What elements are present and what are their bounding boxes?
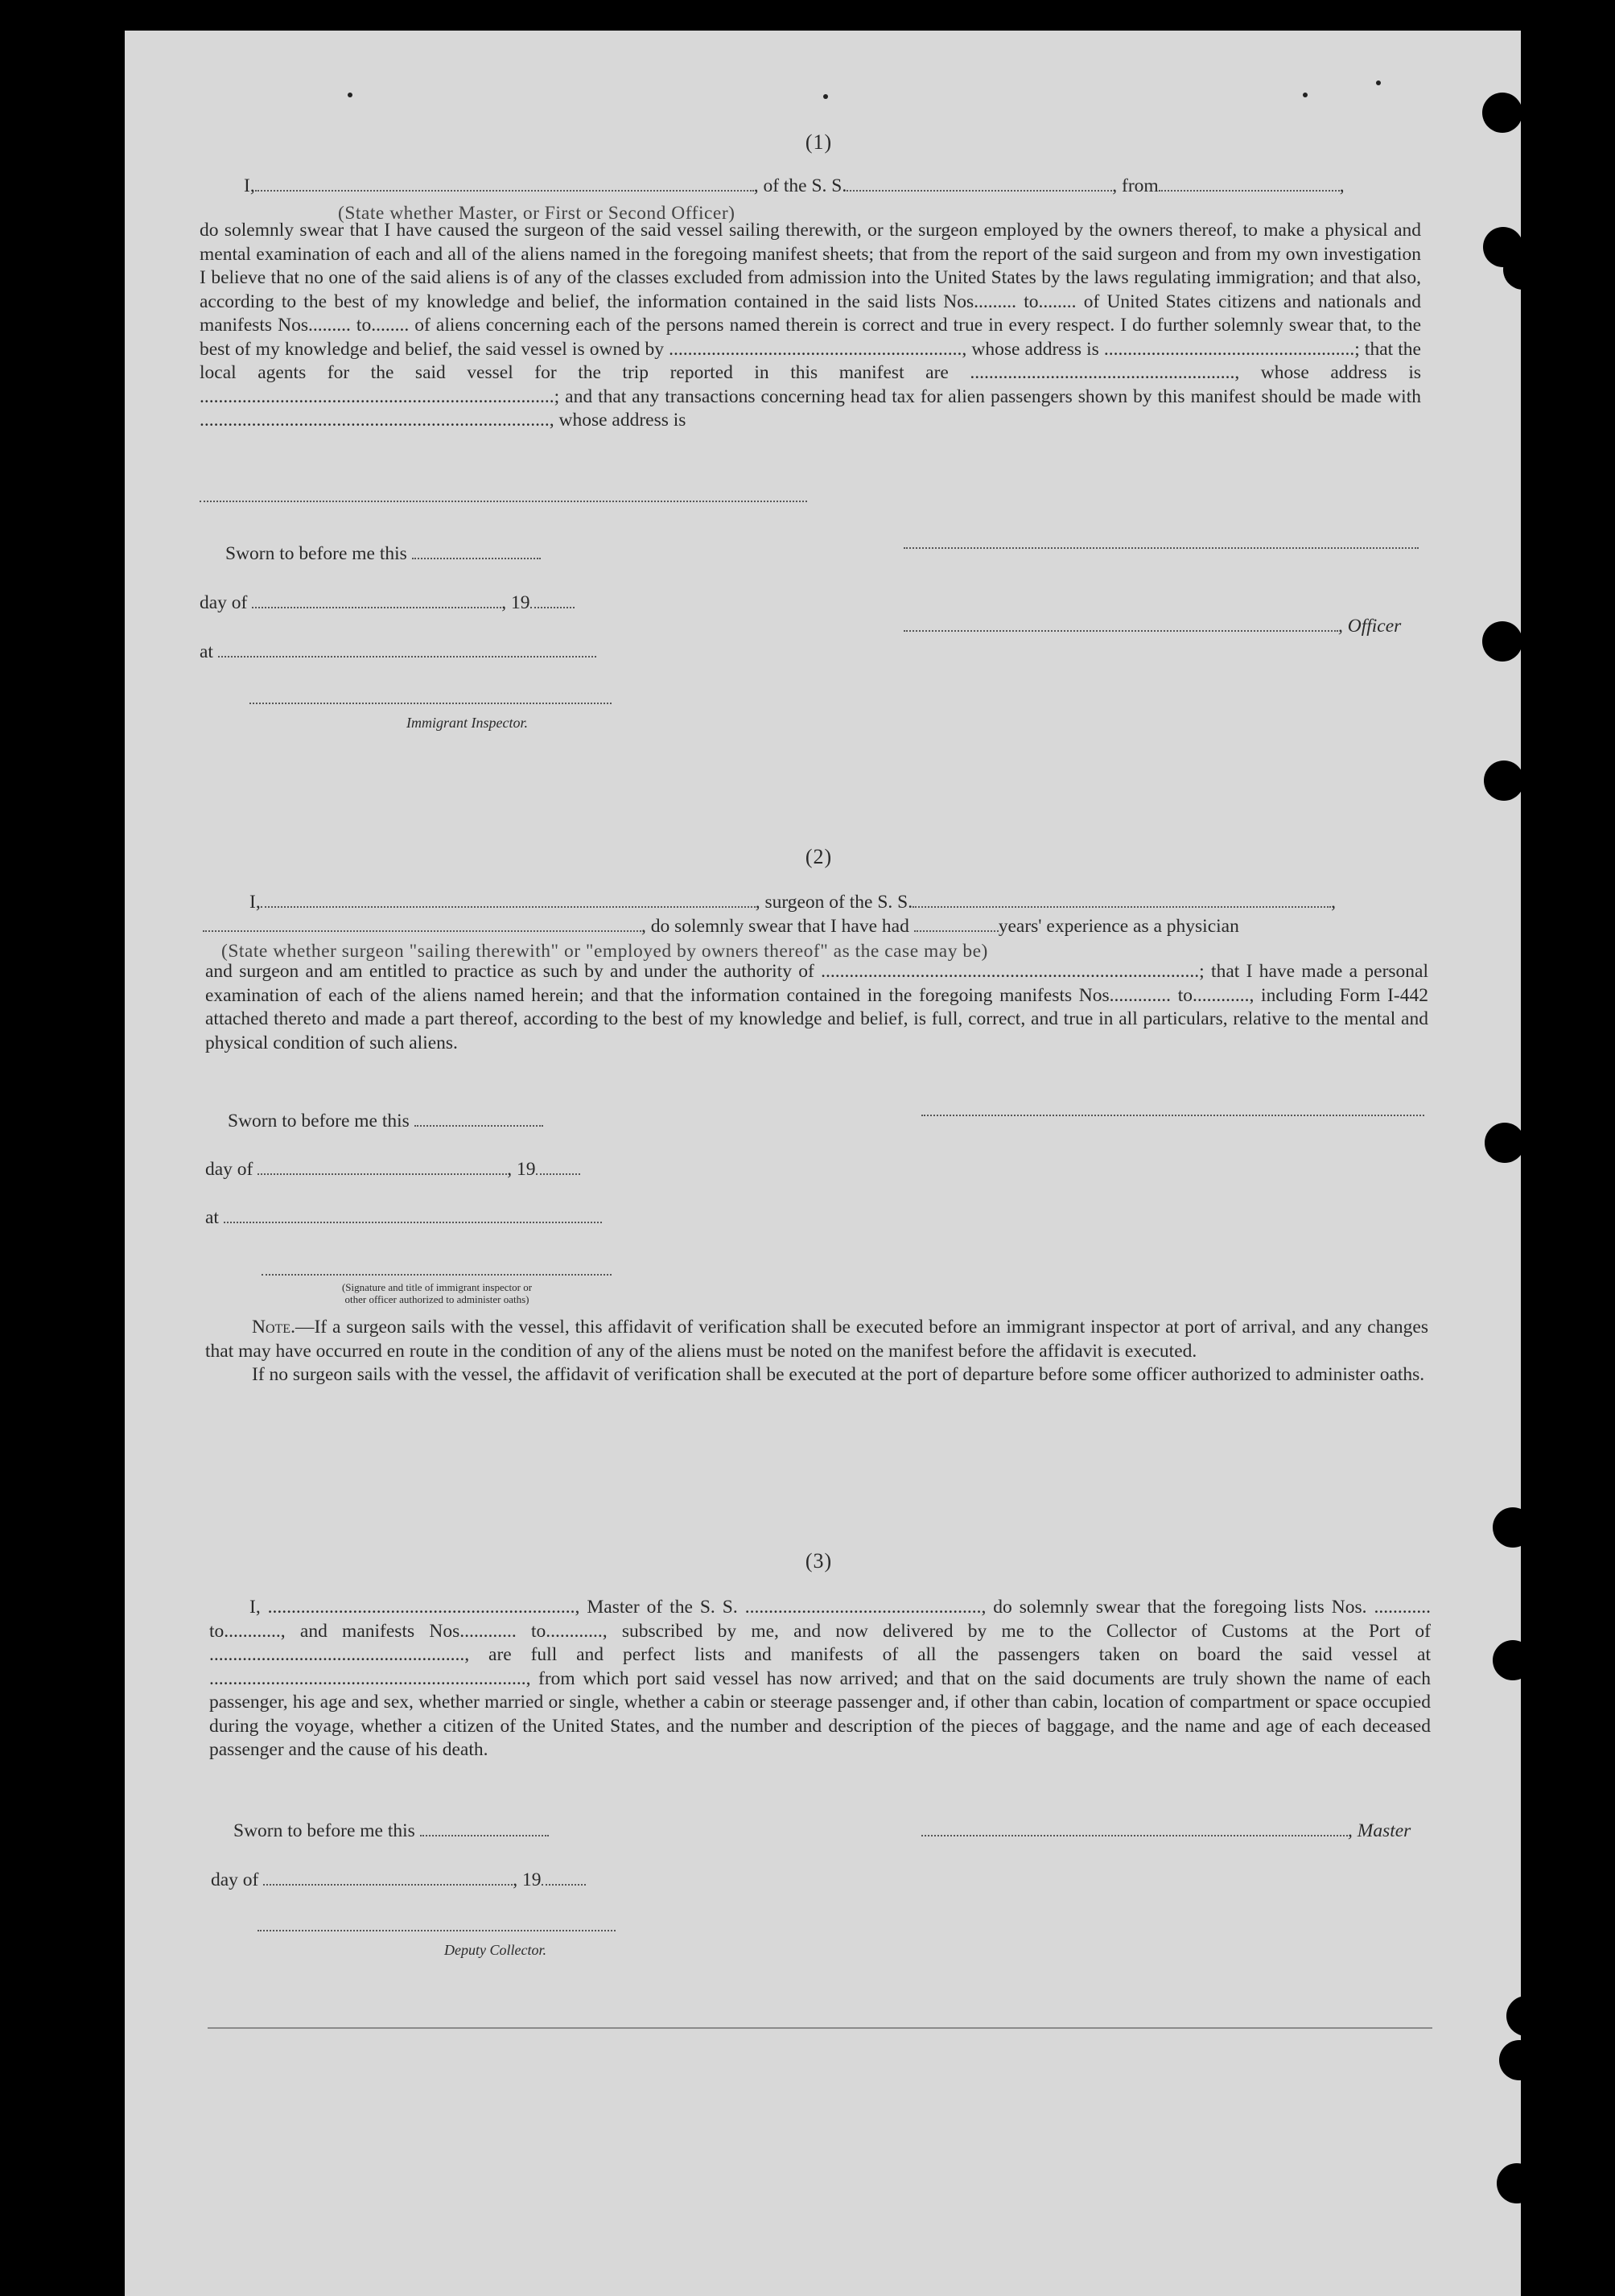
section-1-body-text: do solemnly swear that I have caused the surgeon of the said vessel sailing therewith, or the surgeon employed by the owners thereof, to make a physical and mental examination of each and all of the aliens named in the foregoing manifest sheets; that from the report of the said surgeon and from my own investigation I believe that no one of the said aliens is of any of the classes excluded from admission into the United States by the laws regulating immigration; and that also, according to the best of my knowledge and belief, the information contained in the said lists Nos......... to........ of United States citizens and nationals and manifests Nos......... to........ of aliens concerning each of the persons named therein is correct and true in every respect. I do further solemnly swear that, to the best of my knowledge and belief, the said vessel is owned by .............................................................., whose address is .....................................................; that the local agents for the said vessel for the trip reported in this manifest are ........................................................, whose address is ...........................................................................; and that any transactions concerning head tax for alien passengers shown by this manifest should be made with .........................................................................., whose address is [200,220,1421,431]
section-3-body-text: I, ................................................................., Master of the S. S. .................................................., do solemnly swear that the foregoing lists Nos. ............ to............, and manifests Nos............ to............, subscribed by me, and now delivered by me to the Collector of Customs at the Port of ......................................................, are full and perfect lists and manifests of all the passengers taken on board the said vessel at ..................................................................., from which port said vessel has now arrived; and that on the said documents are truly shown the name of each passenger, his age and sex, whether married or single, whether a cabin or steerage passenger and, if other than cabin, location of compartment or space occupied during the voyage, whether a citizen of the United States, and the number and description of the pieces of baggage, and the name and age of each deceased passenger and the cause of his death. [209,1597,1431,1760]
text: day of [205,1159,253,1180]
note-paragraph-2: If no surgeon sails with the vessel, the affidavit of verification shall be executed at the port of departure before some officer authorized to administer oaths. [252,1364,1425,1385]
bottom-rule [208,2027,1432,2029]
deputy-caption: Deputy Collector. [444,1942,546,1958]
inspector-signature-line [249,703,612,704]
binder-hole [1493,1640,1533,1680]
section-2-line-2 [203,916,1239,938]
section-2-body-text: and surgeon and am entitled to practice as such by and under the authority of ................................................................................; that I have made a personal examination of each of the aliens named herein; and that the information contained in the foregoing manifests Nos............. to............, including Form I-442 attached thereto and made a part thereof, according to the best of my knowledge and belief, is full, correct, and true in all particulars, relative to the mental and physical condition of such aliens. [205,961,1428,1053]
text: , 19 [501,592,530,613]
section-2-at [205,1207,602,1229]
text: , do solemnly swear that I have had [641,916,909,937]
note-label: Note. [252,1317,295,1338]
section-3-day [211,1869,586,1891]
section-1-sworn [225,543,541,565]
deputy-signature-line [257,1930,616,1931]
section-2-body [205,960,1428,1055]
section-1-number: (1) [805,130,833,154]
section-2-day [205,1159,580,1181]
speck [1303,93,1308,97]
text: I, [244,175,255,196]
text: , from [1112,175,1159,196]
binder-hole [1506,1996,1547,2036]
note-text: —If a surgeon sails with the vessel, this affidavit of verification shall be executed before an immigrant inspector at port of arrival, and any changes that may have occurred en route in the condition of any of the aliens must be noted on the manifest before the affidavit is executed. [205,1317,1428,1362]
section-2-note [205,1316,1428,1387]
text: , 19 [513,1869,542,1890]
dotted-line [200,501,807,502]
binder-hole [1485,1123,1525,1163]
signature-caption [256,1281,618,1305]
section-1-line-1: I, , of the S. S. , from , [244,175,1345,196]
text: , 19 [507,1159,536,1180]
section-1-body [200,219,1421,433]
caption-line: (Signature and title of immigrant inspector or [341,1281,533,1293]
speck [348,93,352,97]
text: at [200,641,213,662]
administering-officer-line [262,1274,612,1276]
speck [1376,80,1381,85]
section-3-sworn [233,1820,549,1842]
binder-hole [1484,761,1524,801]
section-1-at [200,641,596,663]
text: Sworn to before me this [233,1820,415,1841]
text: day of [200,592,248,613]
note-paragraph-1 [205,1316,1428,1363]
binder-hole [1493,1507,1533,1548]
text: , Officer [1338,616,1402,637]
section-1-day [200,592,575,614]
section-1-officer [904,616,1401,637]
text: Sworn to before me this [228,1111,410,1132]
binder-hole [1497,2163,1537,2203]
text: day of [211,1869,259,1890]
speck [823,94,828,99]
surgeon-signature-line [921,1115,1424,1116]
text: I, [249,892,261,913]
section-2-number: (2) [805,845,833,868]
section-3-number: (3) [805,1549,833,1573]
section-1-line-1-hint: (State whether Master, or First or Second Officer) [338,203,735,224]
section-2-line-2-hint: (State whether surgeon "sailing therewith" or "employed by owners thereof" as the case may be) [221,941,988,962]
text: , Master [1348,1820,1411,1841]
text: Sworn to before me this [225,543,407,564]
text: , of the S. S. [753,175,847,196]
binder-hole [1503,249,1543,290]
caption-line: other officer authorized to administer oaths) [344,1293,529,1305]
section-3-master [921,1820,1411,1842]
section-3-body [209,1596,1431,1762]
binder-hole [1482,621,1522,662]
text: at [205,1207,219,1228]
officer-signature-line [904,547,1419,549]
binder-hole [1482,93,1522,133]
binder-hole [1499,2040,1539,2080]
text: , surgeon of the S. S. [755,892,913,913]
text: years' experience as a physician [998,916,1239,937]
section-2-line-1: I, , surgeon of the S. S. , [249,892,1336,913]
section-2-sworn [228,1111,543,1132]
inspector-caption: Immigrant Inspector. [406,715,528,731]
